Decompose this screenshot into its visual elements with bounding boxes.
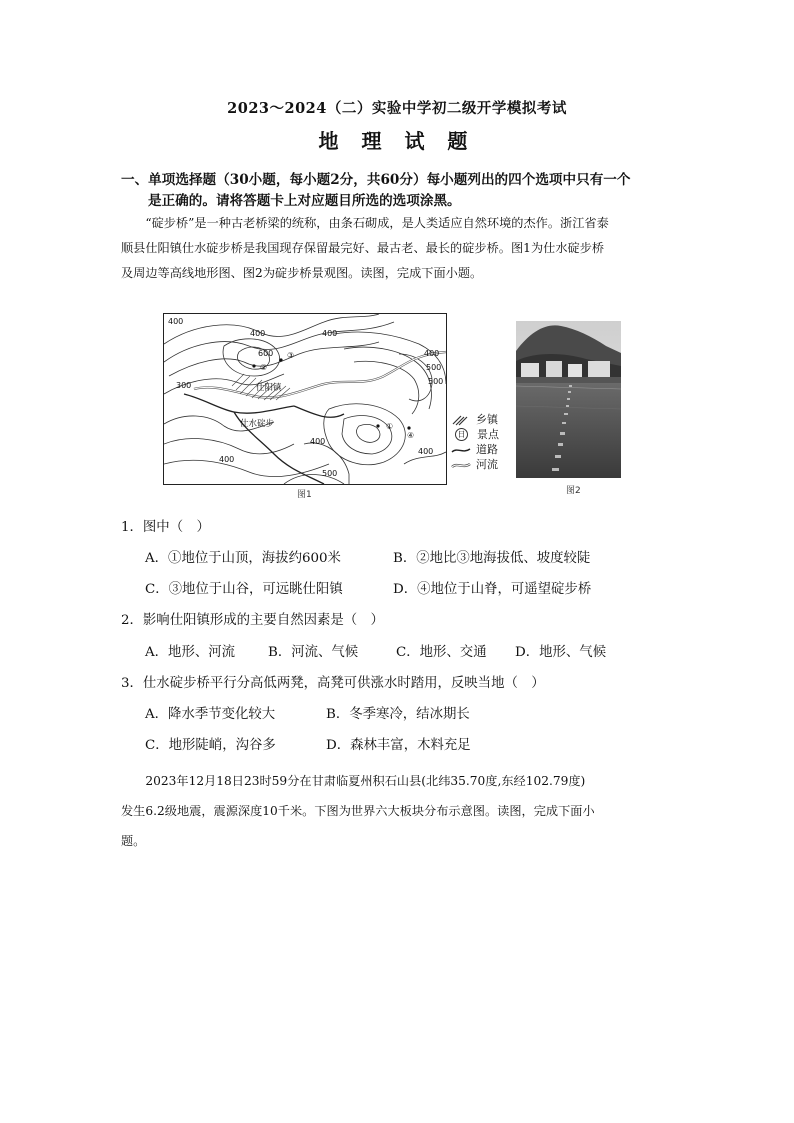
contour-label: 400 [219, 455, 235, 464]
exam-title: 2023～2024（二）实验中学初二级开学模拟考试 [227, 100, 567, 117]
question-2-option-c[interactable]: C．地形、交通 [396, 645, 487, 660]
map-legend [451, 412, 499, 472]
contour-label: 400 [424, 349, 440, 358]
section-heading-line2: 是正确的。请将答题卡上对应题目所选的选项涂黑。 [148, 193, 461, 209]
legend-town [451, 412, 499, 427]
passage-line: 2023年12月18日23时59分在甘肃临夏州积石山县(北纬35.70度,东经102.79度) [145, 774, 586, 788]
contour-label: 400 [250, 329, 266, 338]
contour-label: 400 [418, 447, 434, 456]
legend-spot [451, 427, 499, 442]
question-1-option-d[interactable]: D．④地位于山脊，可遥望碇步桥 [393, 582, 592, 597]
passage-line: “碇步桥”是一种古老桥梁的统称，由条石砌成，是人类适应自然环境的杰作。浙江省泰 [145, 216, 609, 230]
spot-icon: 日 [455, 428, 468, 441]
place-bridge-label: 仕水碇步 [240, 419, 275, 429]
contour-label: 500 [322, 469, 338, 478]
contour-label: 300 [176, 381, 192, 390]
spot-3: ③ [287, 351, 295, 360]
question-3-option-b[interactable]: B．冬季寒冷，结冰期长 [326, 707, 470, 722]
question-1-option-c[interactable]: C．③地位于山谷，可远眺仕阳镇 [145, 582, 343, 597]
question-1-option-b[interactable]: B．②地比③地海拔低、坡度较陡 [393, 551, 591, 566]
spot-1: ① [386, 422, 394, 431]
question-2-option-b[interactable]: B．河流、气候 [268, 645, 359, 660]
figure2-caption: 图2 [566, 486, 581, 496]
legend-river [451, 457, 499, 472]
section-heading [121, 170, 681, 212]
contour-map [163, 313, 447, 485]
passage-line: 顺县仕阳镇仕水碇步桥是我国现存保留最完好、最古老、最长的碇步桥。图1为仕水碇步桥 [121, 241, 605, 255]
legend-river-label: 河流 [476, 457, 498, 471]
contour-label: 400 [322, 329, 338, 338]
section-heading-line1: 一、单项选择题（30小题，每小题2分，共60分）每小题列出的四个选项中只有一个 [121, 172, 631, 188]
passage-line: 及周边等高线地形图、图2为碇步桥景观图。读图，完成下面小题。 [121, 266, 483, 280]
question-3-option-a[interactable]: A．降水季节变化较大 [145, 707, 276, 722]
question-2-option-a[interactable]: A．地形、河流 [145, 645, 236, 660]
place-town-label: 仕阳镇 [256, 383, 282, 393]
question-1-option-a[interactable]: A．①地位于山顶，海拔约600米 [145, 551, 341, 566]
question-3-option-d[interactable]: D．森林丰富，木料充足 [326, 738, 471, 753]
question-2-option-d[interactable]: D．地形、气候 [515, 645, 607, 660]
passage-bridge [121, 211, 677, 286]
contour-label: 500 [426, 363, 442, 372]
figure1-caption: 图1 [297, 490, 312, 500]
bridge-photo [516, 321, 621, 478]
river-icon [451, 459, 471, 471]
contour-label: 600 [258, 349, 274, 358]
exam-subtitle: 地 理 试 题 [318, 129, 476, 153]
question-3-option-c[interactable]: C．地形陡峭，沟谷多 [145, 738, 276, 753]
spot-4: ④ [407, 431, 415, 440]
town-icon [451, 414, 471, 426]
legend-town-label: 乡镇 [476, 412, 498, 426]
passage-earthquake [121, 766, 677, 856]
bridge-photo-drawing [516, 321, 621, 478]
passage-line: 题。 [121, 834, 146, 848]
question-3-stem: 3．仕水碇步桥平行分高低两凳，高凳可供涨水时踏用，反映当地（ ） [121, 676, 545, 691]
legend-road-label: 道路 [476, 442, 498, 456]
contour-label: 400 [168, 317, 184, 326]
legend-road [451, 442, 499, 457]
contour-map-drawing [164, 314, 446, 484]
spot-2: ② [260, 363, 268, 372]
contour-label: 400 [310, 437, 326, 446]
legend-spot-label: 景点 [477, 427, 499, 441]
question-1-stem: 1．图中（ ） [121, 520, 210, 535]
road-icon [451, 444, 471, 456]
contour-label: 500 [428, 377, 444, 386]
question-2-stem: 2．影响仕阳镇形成的主要自然因素是（ ） [121, 613, 384, 628]
passage-line: 发生6.2级地震，震源深度10千米。下图为世界六大板块分布示意图。读图，完成下面小 [121, 804, 595, 818]
